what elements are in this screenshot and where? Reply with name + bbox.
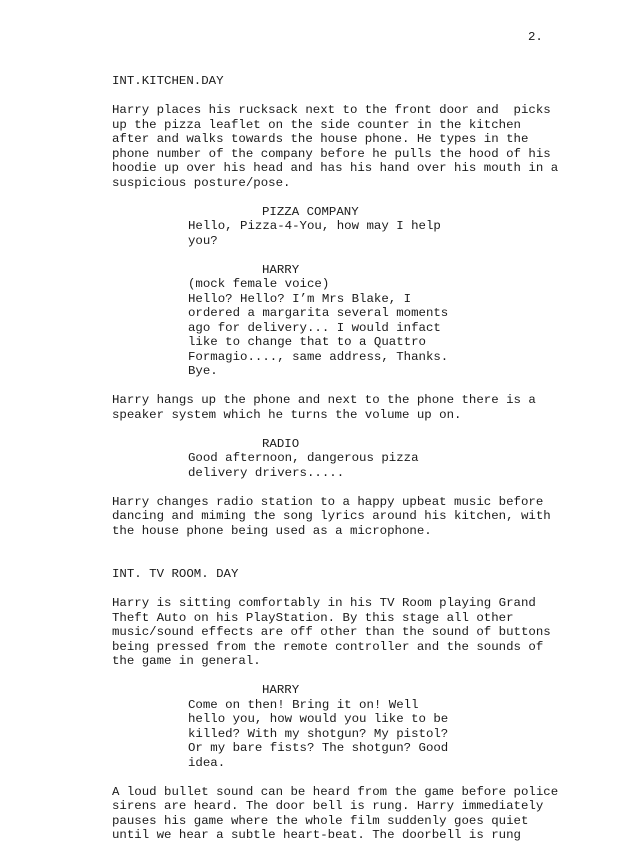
dialogue-block bbox=[112, 263, 612, 379]
action-block bbox=[112, 103, 612, 190]
action-line: Harry hangs up the phone and next to the phone there is a bbox=[112, 393, 536, 407]
dialogue-line: ago for delivery... I would infact bbox=[188, 320, 441, 335]
action-line: Harry places his rucksack next to the front door and picks bbox=[112, 103, 551, 117]
character-name: PIZZA COMPANY bbox=[262, 204, 359, 219]
action-line: pauses his game where the whole film suddenly goes quiet bbox=[112, 813, 529, 828]
action-block bbox=[112, 393, 612, 422]
dialogue-line: like to change that to a Quattro bbox=[188, 335, 426, 349]
action-block bbox=[112, 596, 612, 669]
character-name: RADIO bbox=[262, 436, 300, 451]
action-line: the game in general. bbox=[112, 654, 261, 668]
dialogue-line: idea. bbox=[188, 755, 226, 770]
action-line: until we hear a subtle heart-beat. The doorbell is rung bbox=[112, 828, 521, 842]
action-line: being pressed from the remote controller and the sounds of bbox=[112, 639, 544, 654]
dialogue-line: killed? With my shotgun? My pistol? bbox=[188, 726, 449, 741]
dialogue-line: Bye. bbox=[188, 364, 218, 378]
character-name: HARRY bbox=[262, 683, 300, 697]
dialogue-line: ordered a margarita several moments bbox=[188, 306, 449, 320]
dialogue-line: Or my bare fists? The shotgun? Good bbox=[188, 741, 449, 755]
action-line: Harry is sitting comfortably in his TV Room playing Grand bbox=[112, 596, 536, 610]
action-line: up the pizza leaflet on the side counter in the kitchen bbox=[112, 117, 521, 132]
action-line: music/sound effects are off other than the sound of buttons bbox=[112, 625, 551, 639]
scene-heading: INT.KITCHEN.DAY bbox=[112, 74, 224, 88]
character-name: HARRY bbox=[262, 262, 300, 277]
dialogue-line: hello you, how would you like to be bbox=[188, 712, 449, 726]
action-line: the house phone being used as a microphone. bbox=[112, 523, 432, 538]
dialogue-line: Formagio...., same address, Thanks. bbox=[188, 349, 449, 364]
dialogue-line: Hello, Pizza-4-You, how may I help bbox=[188, 219, 441, 233]
action-line: dancing and miming the song lyrics around his kitchen, with bbox=[112, 509, 551, 523]
action-line: A loud bullet sound can be heard from the game before police bbox=[112, 784, 559, 799]
script-body bbox=[112, 74, 612, 843]
action-line: speaker system which he turns the volume up on. bbox=[112, 407, 462, 422]
dialogue-line: Come on then! Bring it on! Well bbox=[188, 697, 419, 712]
scene-heading: INT. TV ROOM. DAY bbox=[112, 567, 239, 581]
action-block bbox=[112, 495, 612, 539]
dialogue-line: delivery drivers..... bbox=[188, 465, 345, 480]
dialogue-block bbox=[112, 683, 612, 770]
action-line: phone number of the company before he pulls the hood of his bbox=[112, 146, 551, 161]
dialogue-line: Hello? Hello? I’m Mrs Blake, I bbox=[188, 291, 412, 306]
dialogue-block bbox=[112, 205, 612, 249]
action-line: Harry changes radio station to a happy upbeat music before bbox=[112, 494, 544, 509]
action-line: suspicious posture/pose. bbox=[112, 175, 291, 190]
dialogue-block bbox=[112, 437, 612, 481]
dialogue-line: Good afternoon, dangerous pizza bbox=[188, 451, 419, 465]
dialogue-line: you? bbox=[188, 233, 218, 248]
page-number: 2. bbox=[528, 30, 543, 44]
parenthetical: (mock female voice) bbox=[188, 277, 330, 291]
action-block bbox=[112, 785, 612, 843]
action-line: Theft Auto on his PlayStation. By this stage all other bbox=[112, 610, 514, 625]
action-line: after and walks towards the house phone. He types in the bbox=[112, 132, 529, 146]
action-line: sirens are heard. The door bell is rung. Harry immediately bbox=[112, 799, 544, 813]
action-line: hoodie up over his head and has his hand over his mouth in a bbox=[112, 161, 559, 175]
